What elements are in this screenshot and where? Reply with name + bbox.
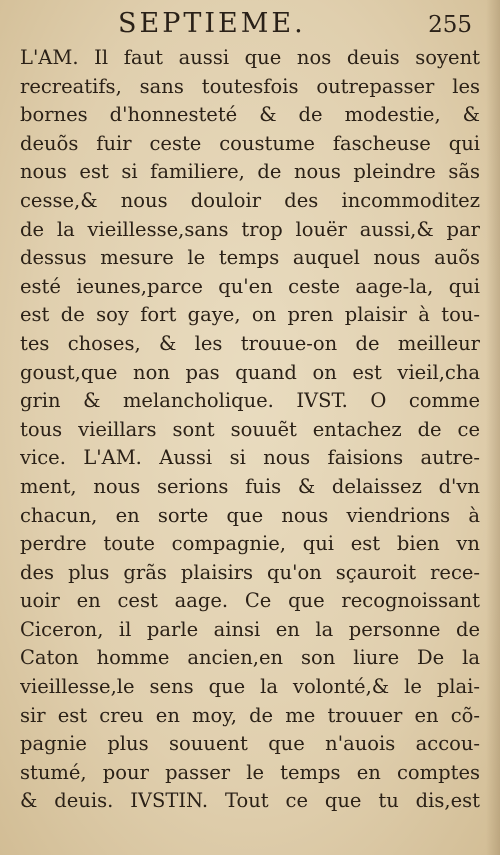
text-line: chacun, en sorte que nous viendrions à (20, 503, 480, 527)
text-line: de la vieillesse,sans trop louër aussi,& par (20, 217, 480, 241)
text-line: vice. L'AM. Aussi si nous faisions autre- (20, 446, 480, 470)
text-line: esté ieunes,parce qu'en ceste aage-la, qui (20, 274, 480, 298)
text-line: L'AM. Il faut aussi que nos deuis soyent (20, 46, 480, 69)
text-line: sir est creu en moy, de me trouuer en cõ- (20, 703, 480, 727)
text-line: uoir en cest aage. Ce que recognoissant (20, 589, 480, 613)
text-line: goust,que non pas quand on est vieil,cha (20, 360, 480, 384)
text-line: dessus mesure le temps auquel nous auõs (20, 246, 480, 270)
text-line: nous est si familiere, de nous pleindre sãs (20, 160, 480, 184)
page-number: 255 (428, 12, 472, 38)
text-line: cesse,& nous douloir des incommoditez (20, 188, 480, 212)
text-line: des plus grãs plaisirs qu'on sçauroit rece- (20, 560, 480, 584)
text-line: Ciceron, il parle ainsi en la personne de (20, 617, 480, 641)
text-line: recreatifs, sans toutesfois outrepasser les (20, 74, 480, 98)
text-line: tous vieillars sont souuẽt entachez de ce (20, 417, 480, 441)
text-line: & deuis. IVSTIN. Tout ce que tu dis,est (20, 789, 480, 813)
text-line: est de soy fort gaye, on pren plaisir à tou- (20, 303, 480, 327)
page-header (0, 6, 500, 42)
page-edge-shadow (486, 0, 500, 855)
text-line: deuõs fuir ceste coustume fascheuse qui (20, 131, 480, 155)
running-head: SEPTIEME. (118, 8, 306, 39)
text-line: stumé, pour passer le temps en comptes (20, 760, 480, 784)
text-line: perdre toute compagnie, qui est bien vn (20, 532, 480, 556)
body-text (20, 44, 480, 816)
text-line: ment, nous serions fuis & delaissez d'vn (20, 474, 480, 498)
text-line: Caton homme ancien,en son liure De la (20, 646, 480, 670)
text-line: grin & melancholique. IVST. O comme (20, 389, 480, 413)
text-line: pagnie plus souuent que n'auois accou- (20, 732, 480, 756)
text-line: bornes d'honnesteté & de modestie, & (20, 103, 480, 127)
text-line: vieillesse,le sens que la volonté,& le plai- (20, 675, 480, 699)
text-line: tes choses, & les trouue-on de meilleur (20, 331, 480, 355)
